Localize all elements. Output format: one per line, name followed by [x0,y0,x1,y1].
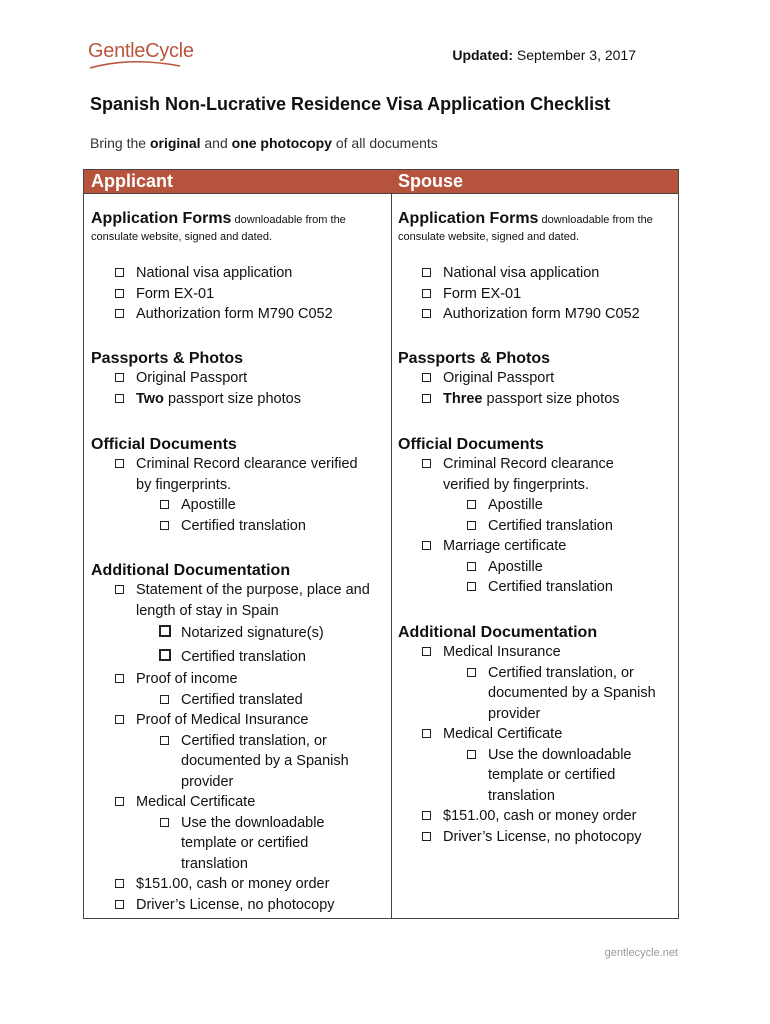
checkbox-icon [115,900,124,909]
checkbox-icon [115,394,124,403]
list-item[interactable]: Statement of the purpose, place and length of stay in Spain [91,580,387,621]
list-item[interactable]: Apostille [398,495,674,516]
checkbox-icon [467,668,476,677]
checkbox-icon [115,797,124,806]
checkbox-icon [115,674,124,683]
list-item[interactable]: Marriage certificate [398,536,674,557]
list-item[interactable]: Medical Certificate [398,724,674,745]
applicant-forms-section: Application Forms downloadable from the consulate website, signed and dated. National visa application Form EX-01 Authorization form M790 C052 [91,210,387,325]
list-item[interactable]: Form EX-01 [91,284,387,305]
subtitle: Bring the original and one photocopy of all documents [90,135,438,151]
spouse-passports-section: Passports & Photos Original Passport Three passport size photos [398,350,674,409]
list-item[interactable]: Criminal Record clearance verified by fingerprints. [398,454,674,495]
list-item[interactable]: Use the downloadable template or certified translation [398,745,674,807]
checkbox-icon [160,695,169,704]
checkbox-icon [160,500,169,509]
checkbox-icon [159,649,171,661]
checkbox-icon [422,832,431,841]
checkbox-icon [160,736,169,745]
checkbox-icon [422,459,431,468]
list-item[interactable]: Criminal Record clearance verified by fingerprints. [91,454,387,495]
list-item[interactable]: Medical Insurance [398,642,674,663]
checkbox-icon [422,394,431,403]
checkbox-icon [115,879,124,888]
checkbox-icon [160,818,169,827]
checkbox-icon [159,625,171,637]
list-item[interactable]: Driver’s License, no photocopy [91,895,387,916]
list-item[interactable]: Form EX-01 [398,284,674,305]
checkbox-icon [422,289,431,298]
list-item[interactable]: Original Passport [91,368,387,389]
list-item[interactable]: Certified translation, or documented by a Spanish provider [398,663,674,725]
list-item[interactable]: National visa application [398,263,674,284]
list-item[interactable]: $151.00, cash or money order [398,806,674,827]
list-item[interactable]: Notarized signature(s) [91,621,387,645]
list-item[interactable]: Apostille [398,557,674,578]
checkbox-icon [115,289,124,298]
updated-value: September 3, 2017 [516,47,636,63]
spouse-heading: Spouse [391,170,678,194]
checkbox-icon [115,715,124,724]
list-item[interactable]: Three passport size photos [398,389,674,410]
list-item[interactable]: Authorization form M790 C052 [91,304,387,325]
footer-url[interactable]: gentlecycle.net [604,947,678,959]
checkbox-icon [422,811,431,820]
checkbox-icon [422,647,431,656]
logo-part1: Gentle [88,40,146,62]
spouse-forms-section: Application Forms downloadable from the consulate website, signed and dated. National visa application Form EX-01 Authorization form M790 C052 [398,210,674,325]
list-item[interactable]: Certified translation [398,516,674,537]
list-item[interactable]: National visa application [91,263,387,284]
checkbox-icon [467,582,476,591]
list-item[interactable]: Proof of Medical Insurance [91,710,387,731]
checkbox-icon [467,750,476,759]
list-item[interactable]: Certified translation [91,645,387,669]
checkbox-icon [115,309,124,318]
checkbox-icon [115,268,124,277]
updated-label: Updated: [452,47,514,63]
checkbox-icon [115,585,124,594]
applicant-additional-section: Additional Documentation Statement of the purpose, place and length of stay in Spain Notarized signature(s) Certified translation Proof of income Certified translated Proof of Medical Insurance Certified translation, or documented by a Spanish provider Medical Certificate Use the downloadable template or certified translation $151.00, cash or money order Driver’s License, no photocopy [91,562,387,915]
applicant-official-section: Official Documents Criminal Record clearance verified by fingerprints. Apostille Certified translation [91,436,387,536]
list-item[interactable]: Certified translation [91,516,387,537]
page-title: Spanish Non-Lucrative Residence Visa Application Checklist [90,94,611,114]
checkbox-icon [422,729,431,738]
list-item[interactable]: Original Passport [398,368,674,389]
checkbox-icon [115,459,124,468]
list-item[interactable]: Driver’s License, no photocopy [398,827,674,848]
list-item[interactable]: Certified translated [91,690,387,711]
list-item[interactable]: Use the downloadable template or certified translation [91,813,387,875]
applicant-column [84,170,392,918]
spouse-official-section: Official Documents Criminal Record clearance verified by fingerprints. Apostille Certified translation Marriage certificate Apostille Certified translation [398,436,674,598]
applicant-heading: Applicant [84,170,391,194]
list-item[interactable]: Certified translation, or documented by a Spanish provider [91,731,387,793]
list-item[interactable]: Medical Certificate [91,792,387,813]
checkbox-icon [422,268,431,277]
checkbox-icon [467,500,476,509]
applicant-passports-section: Passports & Photos Original Passport Two passport size photos [91,350,387,409]
checkbox-icon [115,373,124,382]
list-item[interactable]: Certified translation [398,577,674,598]
logo-part2: Cycle [145,40,194,62]
updated-date [452,47,636,63]
gentlecycle-logo [88,40,198,72]
list-item[interactable]: Proof of income [91,669,387,690]
checkbox-icon [467,521,476,530]
list-item[interactable]: Two passport size photos [91,389,387,410]
checklist-table [83,169,679,919]
list-item[interactable]: Apostille [91,495,387,516]
checkbox-icon [422,373,431,382]
checkbox-icon [467,562,476,571]
checkbox-icon [160,521,169,530]
checkbox-icon [422,541,431,550]
spouse-additional-section: Additional Documentation Medical Insurance Certified translation, or documented by a Spanish provider Medical Certificate Use the downloadable template or certified translation $151.00, cash or money order Driver’s License, no photocopy [398,624,674,847]
checkbox-icon [422,309,431,318]
list-item[interactable]: Authorization form M790 C052 [398,304,674,325]
spouse-column [391,170,678,918]
logo-swoosh-icon [88,58,188,72]
list-item[interactable]: $151.00, cash or money order [91,874,387,895]
